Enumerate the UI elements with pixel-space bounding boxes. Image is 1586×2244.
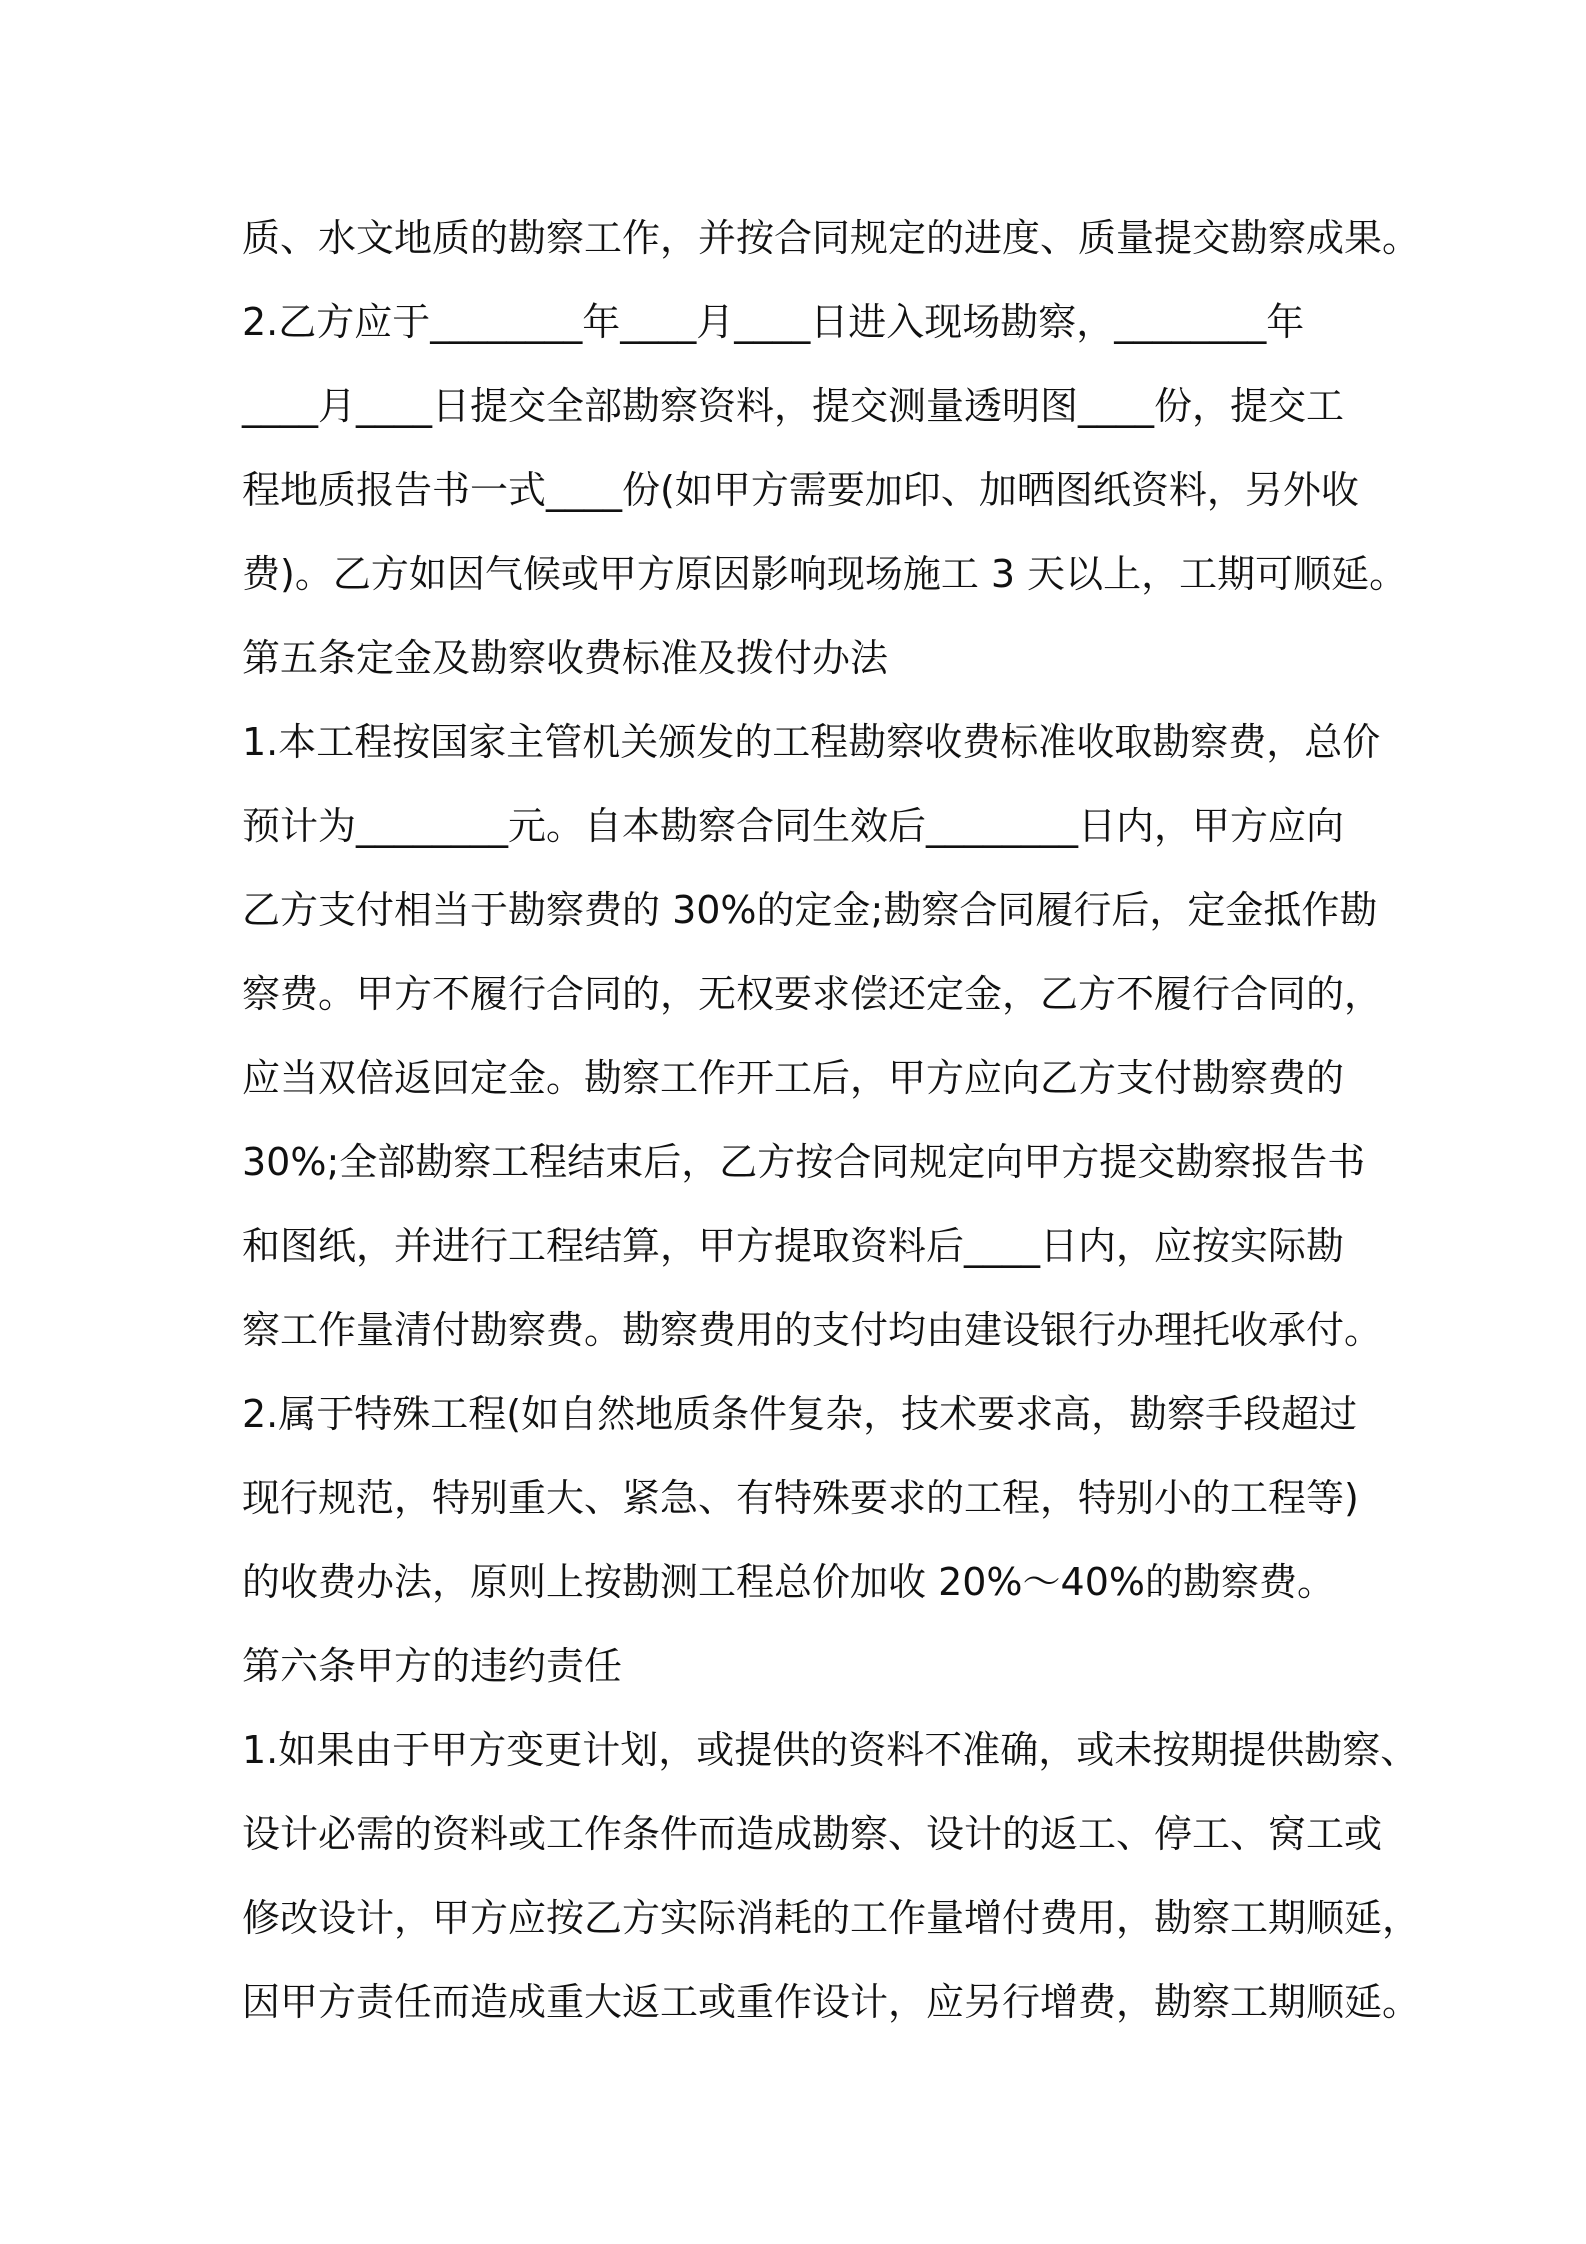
paragraph-line: 1.本工程按国家主管机关颁发的工程勘察收费标准收取勘察费，总价	[242, 720, 1381, 764]
paragraph-line: 质、水文地质的勘察工作，并按合同规定的进度、质量提交勘察成果。	[242, 216, 1421, 260]
paragraph-line: ____月____日提交全部勘察资料，提交测量透明图____份，提交工	[242, 384, 1345, 428]
paragraph-line: 现行规范，特别重大、紧急、有特殊要求的工程，特别小的工程等)	[242, 1476, 1359, 1520]
paragraph-line: 的收费办法，原则上按勘测工程总价加收 20%～40%的勘察费。	[242, 1560, 1336, 1604]
paragraph-line: 察费。甲方不履行合同的，无权要求偿还定金，乙方不履行合同的，	[242, 972, 1383, 1016]
paragraph-line: 2.属于特殊工程(如自然地质条件复杂，技术要求高，勘察手段超过	[242, 1392, 1358, 1436]
section-heading: 第五条定金及勘察收费标准及拨付办法	[242, 636, 889, 680]
paragraph-line: 费)。乙方如因气候或甲方原因影响现场施工 3 天以上，工期可顺延。	[242, 552, 1408, 596]
paragraph-line: 和图纸，并进行工程结算，甲方提取资料后____日内，应按实际勘	[242, 1224, 1345, 1268]
paragraph-line: 因甲方责任而造成重大返工或重作设计，应另行增费，勘察工期顺延。	[242, 1980, 1421, 2024]
section-heading: 第六条甲方的违约责任	[242, 1644, 623, 1688]
paragraph-line: 察工作量清付勘察费。勘察费用的支付均由建设银行办理托收承付。	[242, 1308, 1383, 1352]
paragraph-line: 预计为________元。自本勘察合同生效后________日内，甲方应向	[242, 804, 1345, 848]
paragraph-line: 乙方支付相当于勘察费的 30%的定金;勘察合同履行后，定金抵作勘	[242, 888, 1378, 932]
paragraph-line: 1.如果由于甲方变更计划，或提供的资料不准确，或未按期提供勘察、	[242, 1728, 1419, 1772]
paragraph-line: 设计必需的资料或工作条件而造成勘察、设计的返工、停工、窝工或	[242, 1812, 1383, 1856]
document-body	[242, 196, 1421, 2044]
paragraph-line: 应当双倍返回定金。勘察工作开工后，甲方应向乙方支付勘察费的	[242, 1056, 1345, 1100]
paragraph-line: 2.乙方应于________年____月____日进入现场勘察，________年	[242, 300, 1305, 344]
paragraph-line: 修改设计，甲方应按乙方实际消耗的工作量增付费用，勘察工期顺延，	[242, 1896, 1421, 1940]
paragraph-line: 30%;全部勘察工程结束后，乙方按合同规定向甲方提交勘察报告书	[242, 1140, 1366, 1184]
paragraph-line: 程地质报告书一式____份(如甲方需要加印、加晒图纸资料，另外收	[242, 468, 1359, 512]
